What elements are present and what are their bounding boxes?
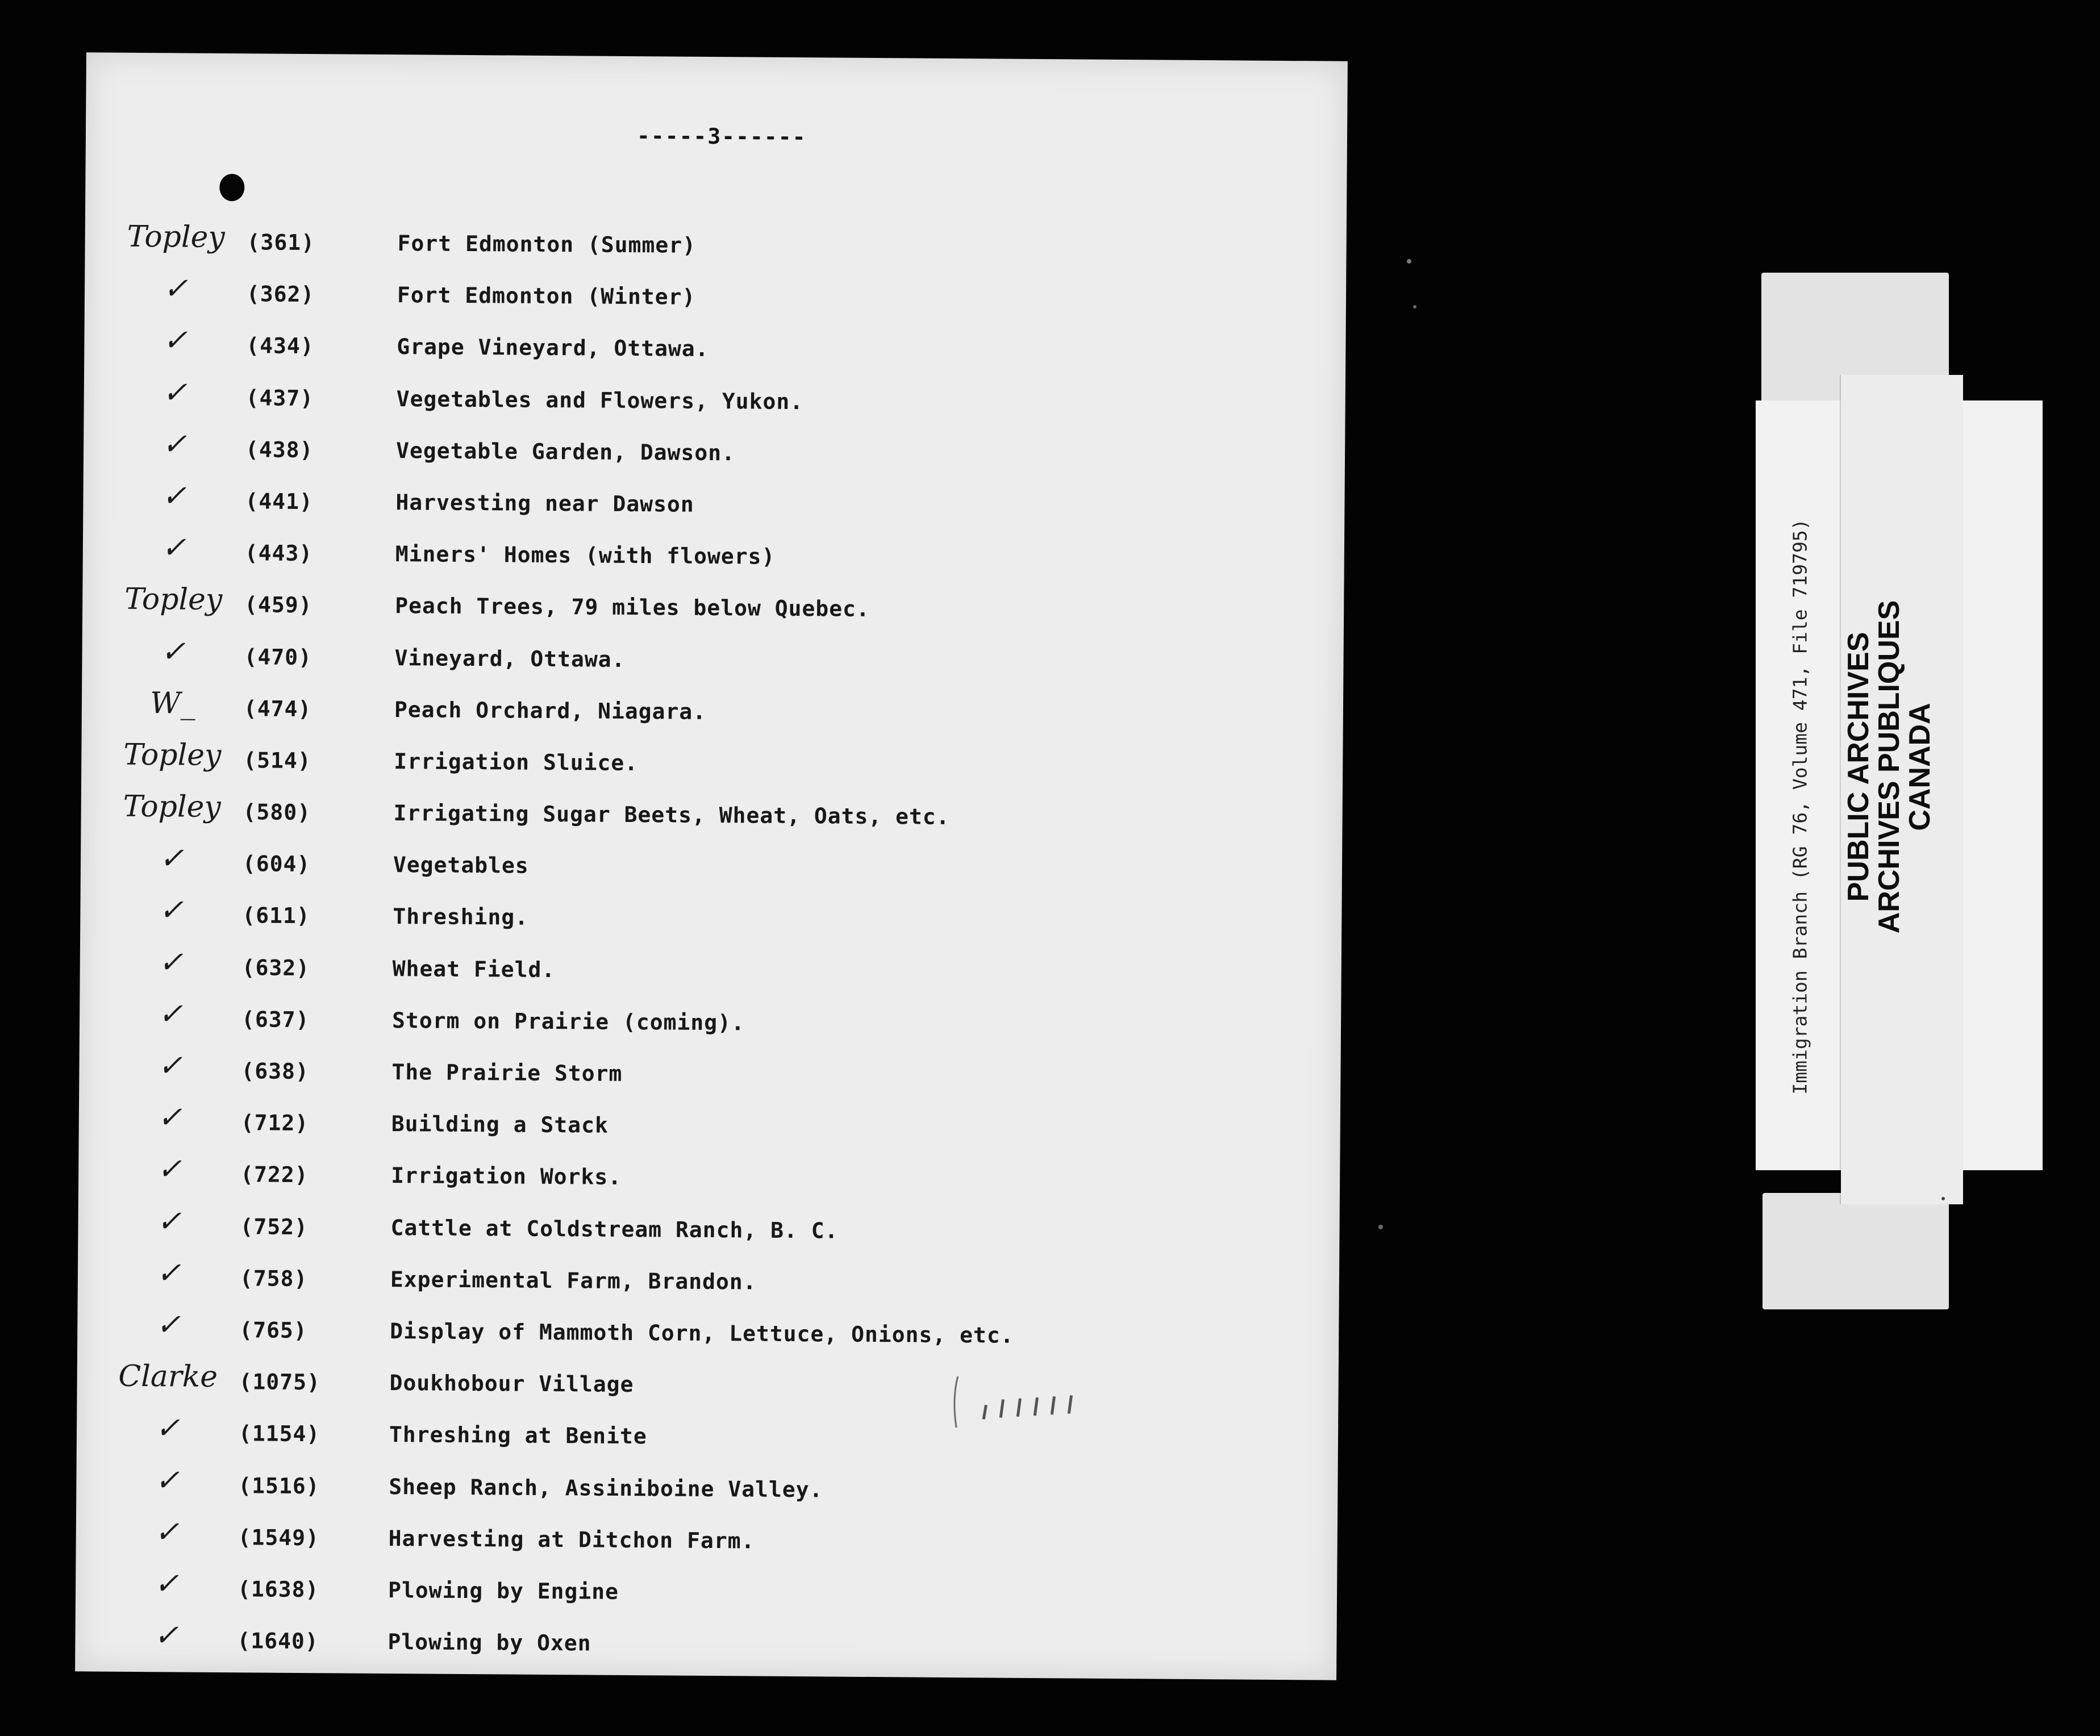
photo-description: Irrigating Sugar Beets, Wheat, Oats, etc. xyxy=(393,800,950,829)
photo-description: Experimental Farm, Brandon. xyxy=(390,1266,757,1295)
check-mark-icon: ✓ xyxy=(159,893,184,928)
check-mark-icon: ✓ xyxy=(158,945,184,980)
photo-description: Vegetables and Flowers, Yukon. xyxy=(396,386,804,414)
list-item xyxy=(84,375,1345,439)
photo-description: Harvesting at Ditchon Farm. xyxy=(388,1525,755,1554)
photo-number: (1075) xyxy=(239,1369,321,1395)
photo-description: Cattle at Coldstream Ranch, B. C. xyxy=(390,1215,839,1243)
photo-description: Display of Mammoth Corn, Lettuce, Onions, etc. xyxy=(390,1318,1014,1348)
check-mark-icon: ✓ xyxy=(155,1463,180,1497)
list-item xyxy=(78,1204,1340,1268)
list-item xyxy=(77,1308,1339,1371)
list-item xyxy=(80,997,1341,1061)
check-mark-icon: ✓ xyxy=(163,272,189,306)
archive-country: CANADA xyxy=(1903,703,1936,831)
photo-number: (441) xyxy=(245,489,314,515)
photo-number: (637) xyxy=(241,1007,310,1032)
check-mark-icon: ✓ xyxy=(159,841,185,876)
check-mark-icon: ✓ xyxy=(156,1308,181,1342)
list-item xyxy=(78,1152,1340,1216)
punch-hole xyxy=(219,174,244,201)
list-item xyxy=(77,1359,1339,1423)
photo-number: (459) xyxy=(244,592,312,618)
list-item xyxy=(82,634,1344,698)
photo-number: (632) xyxy=(241,954,310,980)
list-item xyxy=(76,1514,1338,1579)
photo-number: (604) xyxy=(242,851,311,877)
photo-number: (1154) xyxy=(238,1421,320,1447)
list-item xyxy=(82,686,1344,750)
photo-description: Threshing. xyxy=(393,904,529,930)
list-item xyxy=(81,841,1343,905)
photo-number: (434) xyxy=(246,333,314,359)
list-item xyxy=(80,945,1341,1009)
check-mark-icon: ✓ xyxy=(161,531,186,565)
check-mark-icon: ✓ xyxy=(157,1152,182,1187)
typed-document-page xyxy=(75,52,1348,1680)
photo-number: (1638) xyxy=(237,1576,319,1603)
list-item xyxy=(84,427,1345,491)
photo-list xyxy=(75,219,1347,1680)
check-mark-icon: ✓ xyxy=(162,427,188,462)
list-item xyxy=(85,219,1347,283)
photo-description: Fort Edmonton (Winter) xyxy=(397,282,696,310)
check-mark-icon: ✓ xyxy=(153,1618,179,1653)
photo-description: Sheep Ranch, Assiniboine Valley. xyxy=(389,1474,823,1502)
page-number: -----3------ xyxy=(636,123,807,150)
check-mark-icon: ✓ xyxy=(154,1567,180,1601)
photo-description: Doukhobour Village xyxy=(389,1370,634,1397)
list-item xyxy=(84,323,1346,387)
photo-description: Peach Trees, 79 miles below Quebec. xyxy=(395,593,870,622)
photo-number: (1516) xyxy=(238,1472,320,1499)
handwritten-mark: Topley xyxy=(127,219,225,254)
archive-stamp xyxy=(1843,600,1935,934)
photo-description: Irrigation Works. xyxy=(391,1163,622,1190)
check-mark-icon: ✓ xyxy=(157,1049,183,1083)
check-mark-icon: ✓ xyxy=(154,1514,180,1550)
photo-number: (765) xyxy=(239,1317,307,1343)
handwritten-mark: Topley xyxy=(123,737,222,773)
photo-description: Building a Stack xyxy=(391,1111,609,1138)
pencil-scribble xyxy=(935,1365,1083,1440)
photo-description: Plowing by Oxen xyxy=(388,1629,591,1656)
label-clip-bottom xyxy=(1763,1193,1949,1309)
photo-description: Fort Edmonton (Summer) xyxy=(397,231,697,258)
photo-number: (443) xyxy=(244,540,313,566)
list-item xyxy=(76,1567,1338,1630)
photo-description: Vegetable Garden, Dawson. xyxy=(395,437,736,466)
list-item xyxy=(80,893,1342,957)
photo-number: (438) xyxy=(245,437,314,462)
archive-name-fr: ARCHIVES PUBLIQUES xyxy=(1873,600,1906,934)
photo-description: Irrigation Sluice. xyxy=(394,748,639,775)
photo-description: Wheat Field. xyxy=(392,955,556,982)
check-mark-icon: ✓ xyxy=(160,634,186,669)
list-item xyxy=(75,1618,1337,1680)
archive-name-en: PUBLIC ARCHIVES xyxy=(1842,632,1875,902)
list-item xyxy=(83,479,1345,542)
photo-number: (474) xyxy=(243,695,312,721)
photo-number: (1549) xyxy=(238,1524,320,1550)
handwritten-mark: Clarke xyxy=(118,1359,218,1395)
check-mark-icon: ✓ xyxy=(156,1255,181,1291)
photo-description: Storm on Prairie (coming). xyxy=(391,1007,745,1036)
photo-number: (437) xyxy=(245,385,314,411)
photo-number: (611) xyxy=(242,903,310,929)
handwritten-mark: W_ xyxy=(150,686,195,721)
list-item xyxy=(78,1100,1340,1164)
check-mark-icon: ✓ xyxy=(155,1411,181,1446)
photo-description: Plowing by Engine xyxy=(388,1577,619,1604)
list-item xyxy=(77,1411,1339,1475)
list-item xyxy=(79,1051,1341,1112)
photo-number: (722) xyxy=(240,1162,309,1188)
list-item xyxy=(81,737,1343,802)
check-mark-icon: ✓ xyxy=(157,1100,182,1135)
check-mark-icon: ✓ xyxy=(162,375,188,410)
photo-number: (580) xyxy=(243,799,311,825)
check-mark-icon: ✓ xyxy=(158,997,184,1032)
check-mark-icon: ✓ xyxy=(156,1204,182,1239)
photo-description: Harvesting near Dawson xyxy=(395,490,694,517)
list-item xyxy=(81,789,1343,853)
photo-number: (758) xyxy=(239,1265,308,1291)
list-item xyxy=(85,274,1347,335)
photo-number: (1640) xyxy=(237,1628,319,1654)
photo-number: (514) xyxy=(243,748,311,773)
list-item xyxy=(78,1255,1340,1320)
check-mark-icon: ✓ xyxy=(161,479,187,514)
photo-number: (470) xyxy=(244,644,312,670)
list-item xyxy=(82,533,1344,594)
photo-description: Threshing at Benite xyxy=(389,1422,647,1449)
photo-description: Peach Orchard, Niagara. xyxy=(394,696,707,724)
list-item xyxy=(76,1463,1338,1527)
handwritten-mark: Topley xyxy=(124,582,223,617)
photo-number: (361) xyxy=(247,229,315,256)
photo-number: (752) xyxy=(240,1213,309,1240)
check-mark-icon: ✓ xyxy=(163,323,188,358)
file-reference: Immigration Branch (RG 76, Volume 471, File 719795) xyxy=(1789,519,1811,1095)
handwritten-mark: Topley xyxy=(123,789,221,825)
photo-description: Vineyard, Ottawa. xyxy=(394,645,626,672)
photo-description: Miners' Homes (with flowers) xyxy=(395,541,776,569)
photo-description: The Prairie Storm xyxy=(391,1059,623,1086)
photo-description: Vegetables xyxy=(393,852,529,879)
photo-number: (362) xyxy=(246,281,315,307)
photo-description: Grape Vineyard, Ottawa. xyxy=(397,334,709,362)
list-item xyxy=(82,582,1344,646)
photo-number: (712) xyxy=(240,1110,309,1136)
photo-number: (638) xyxy=(241,1058,310,1084)
